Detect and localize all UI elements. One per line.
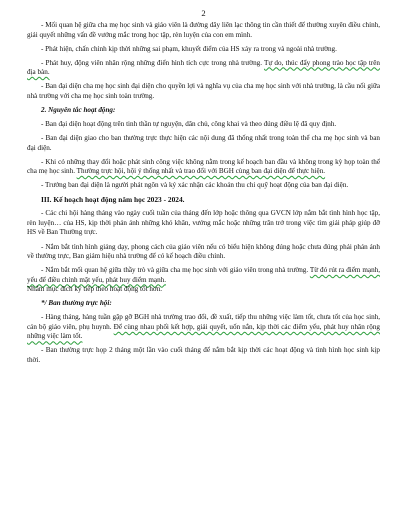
paragraph-text: - Các chi hội hàng tháng vào ngày cuối tuần của tháng đến lớp hoặc thông qua GVCN lớp nắm bắt tình hình học tập, rèn luyện… của HS, kịp thời phản ánh những khó khăn, vướng mắc hoặc những trăn trở trong việc tìm giải pháp giúp đỡ HS về Ban Thường trực. <box>27 209 380 237</box>
subheading <box>27 106 380 116</box>
paragraph-text: - Ban đại diện cha mẹ học sinh đại diện cho quyền lợi và nghĩa vụ của cha mẹ học sinh với nhà trường, là cầu nối giữa nhà trường với cha mẹ học sinh toàn trường. <box>27 82 380 100</box>
page-number: 2 <box>201 8 206 18</box>
paragraph-text: - Mối quan hệ giữa cha mẹ học sinh và giáo viên là đường dây liên lạc thông tin cần thiết để thường xuyên điều chỉnh, giải quyết những vấn đề vướng mắc trong học tập, rèn luyện của con em mình. <box>27 21 380 39</box>
document-body <box>27 21 380 365</box>
grammar-underlined-text: Từ đó rút ra điểm mạnh, yếu để điều chỉnh mặt yếu, phát huy điểm mạnh. <box>27 266 380 284</box>
paragraph-text: - Nắm bắt tình hình giảng dạy, phong cách của giáo viên nếu có biểu hiện không đúng hoặc chưa đúng phải phản ánh về thường trực, Ban giám hiệu nhà trường để có kế hoạch điều chỉnh. <box>27 242 380 261</box>
paragraph-text: - Ban đại diện hoạt động trên tinh thần tự nguyện, dân chủ, công khai và theo đúng điều lệ đã quy định. <box>41 119 337 128</box>
paragraph <box>27 158 380 177</box>
paragraph <box>27 266 380 285</box>
paragraph <box>27 243 380 262</box>
paragraph <box>27 209 380 238</box>
paragraph <box>27 82 380 101</box>
paragraph-text: - Phát hiện, chấn chỉnh kịp thời những sai phạm, khuyết điểm của HS xảy ra trong và ngoài nhà trường. <box>41 44 337 53</box>
paragraph-text: 2. Nguyên tắc hoạt động: <box>41 105 116 114</box>
paragraph <box>27 346 380 365</box>
paragraph-text: - Ban đại diện giao cho ban thường trực thực hiện các nội dung đã thống nhất trong toàn thể cha mẹ học sinh và ban đại diện. <box>27 134 380 152</box>
paragraph-text: - Ban thường trực họp 2 tháng một lần vào cuối tháng để nắm bắt kịp thời các hoạt động và tình hình học sinh kịp thời. <box>27 346 380 364</box>
paragraph <box>27 313 380 342</box>
section-heading <box>27 195 380 205</box>
paragraph <box>27 59 380 78</box>
paragraph-text: - Hàng tháng, hàng tuần gặp gỡ BGH nhà trường trao đổi, đề xuất, tiếp thu những việc làm tốt, chưa tốt của học sinh, cán bộ giáo viên, phụ huynh. <box>27 313 380 331</box>
paragraph <box>27 21 380 40</box>
paragraph <box>27 285 380 295</box>
grammar-underlined-text: Tự do, thúc đẩy phong trào học tập trên địa bàn. <box>27 58 380 77</box>
paragraph-text: - Nắm bắt mối quan hệ giữa thầy trò và giữa cha mẹ học sinh với giáo viên trong nhà trường. <box>41 266 309 275</box>
paragraph-text: Nhằm mục đích ký tiếp theo hoạt động tốt hơn. <box>27 285 163 294</box>
subheading <box>27 299 380 309</box>
paragraph-text: III. Kế hoạch hoạt động năm học 2023 - 2024. <box>41 195 185 205</box>
paragraph <box>27 120 380 130</box>
paragraph <box>27 134 380 153</box>
paragraph <box>27 181 380 191</box>
paragraph-text: - Phát huy, động viên nhân rộng những điển hình tích cực trong nhà trường. <box>41 58 262 67</box>
grammar-underlined-text: Để cùng nhau phối kết hợp, giải quyết, uốn nắn, kịp thời các điểm yếu, phát huy nhân rộng những việc làm tốt. <box>27 322 380 341</box>
paragraph-text: */ Ban thường trực hội: <box>41 299 112 308</box>
grammar-underlined-text: Thường trực hội, hội ý thống nhất và trao đổi với BGH cùng ban đại diện để thực hiện. <box>76 167 326 176</box>
paragraph-text: - Khi có những thay đổi hoặc phát sinh công việc không nằm trong kế hoạch ban đầu và không trong kỳ họp toàn thể cha mẹ học sinh. <box>27 157 380 176</box>
paragraph <box>27 45 380 55</box>
paragraph-text: - Trưởng ban đại diện là người phát ngôn và ký xác nhận các khoản thu chi quỹ hoạt động của ban đại diện. <box>41 181 349 190</box>
